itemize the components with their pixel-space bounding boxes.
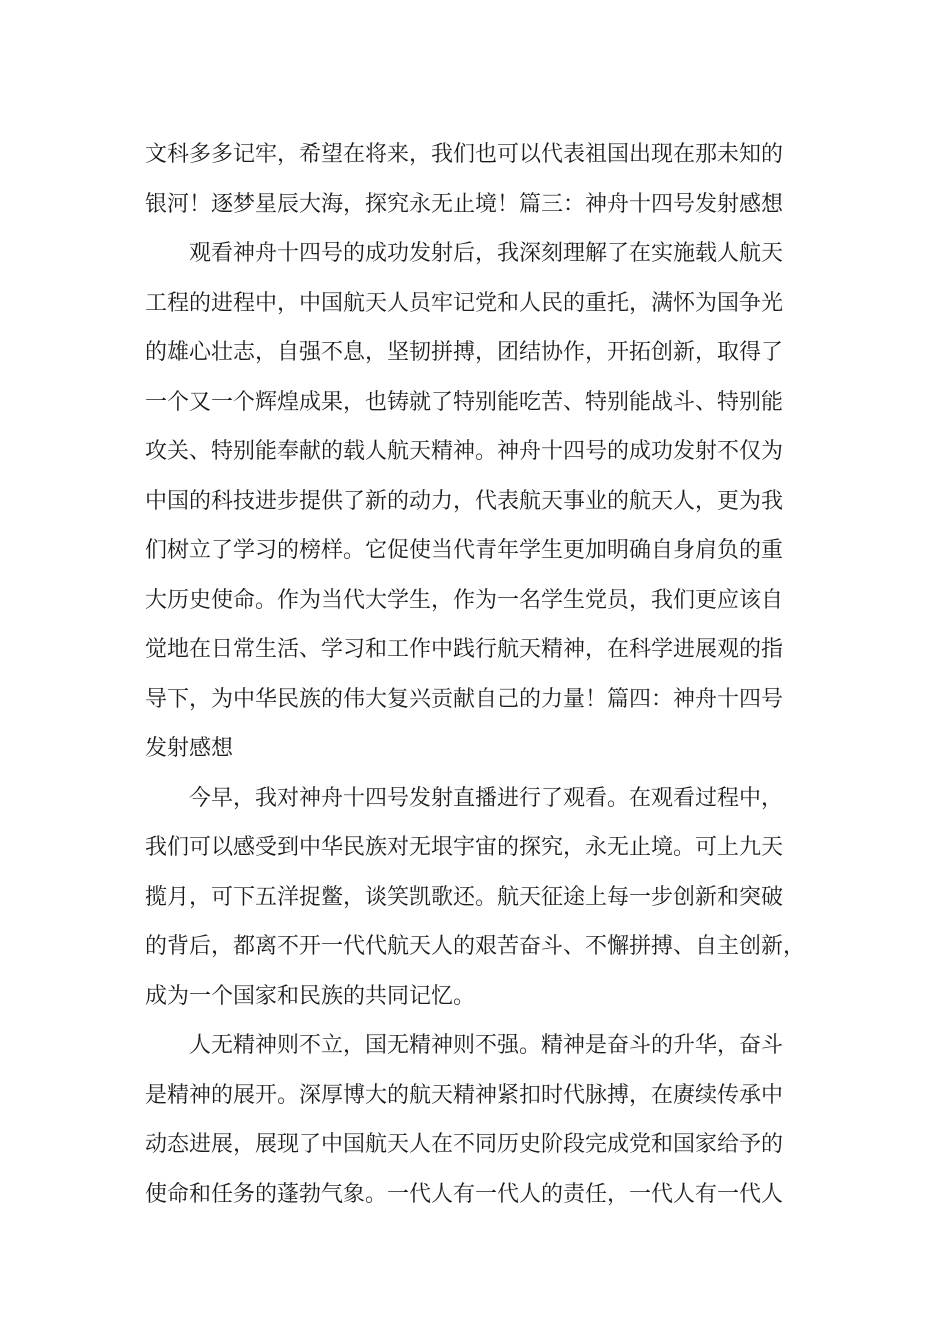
text-line: 工程的进程中，中国航天人员牢记党和人民的重托，满怀为国争光 <box>145 290 784 316</box>
text-line: 发射感想 <box>145 736 234 761</box>
text-line: 动态进展，展现了中国航天人在不同历史阶段完成党和国家给予的 <box>145 1132 784 1157</box>
text-line: 的雄心壮志，自强不息，坚韧拼搏，团结协作，开拓创新，取得了 <box>145 340 784 365</box>
text-line: 的背后，都离不开一代代航天人的艰苦奋斗、不懈拼搏、自主创新， <box>145 934 806 959</box>
text-line: 是精神的展开。深厚博大的航天精神紧扣时代脉搏，在赓续传承中 <box>145 1082 784 1108</box>
text-line: 我们可以感受到中华民族对无垠宇宙的探究，永无止境。可上九天 <box>145 835 784 860</box>
text-line: 使命和任务的蓬勃气象。一代人有一代人的责任，一代人有一代人 <box>145 1181 784 1207</box>
paragraph-start-line: 观看神舟十四号的成功发射后，我深刻理解了在实施载人航天 <box>189 241 784 266</box>
text-line: 导下，为中华民族的伟大复兴贡献自己的力量！篇四：神舟十四号 <box>145 686 784 712</box>
text-line: 中国的科技进步提供了新的动力，代表航天事业的航天人，更为我 <box>145 488 784 514</box>
text-line: 大历史使命。作为当代大学生，作为一名学生党员，我们更应该自 <box>145 587 784 613</box>
text-line: 银河！逐梦星辰大海，探究永无止境！篇三：神舟十四号发射感想 <box>145 191 784 217</box>
text-line: 觉地在日常生活、学习和工作中践行航天精神，在科学进展观的指 <box>145 637 784 662</box>
text-line: 攻关、特别能奉献的载人航天精神。神舟十四号的成功发射不仅为 <box>145 439 784 464</box>
text-line: 揽月，可下五洋捉鳖，谈笑凯歌还。航天征途上每一步创新和突破 <box>145 884 784 910</box>
text-line: 一个又一个辉煌成果，也铸就了特别能吃苦、特别能战斗、特别能 <box>145 389 784 415</box>
body-text <box>145 130 825 1219</box>
text-line: 们树立了学习的榜样。它促使当代青年学生更加明确自身肩负的重 <box>145 538 784 563</box>
text-line: 成为一个国家和民族的共同记忆。 <box>145 983 476 1009</box>
text-line: 文科多多记牢，希望在将来，我们也可以代表祖国出现在那未知的 <box>145 142 784 167</box>
paragraph-start-line: 人无精神则不立，国无精神则不强。精神是奋斗的升华，奋斗 <box>189 1033 784 1058</box>
paragraph-start-line: 今早，我对神舟十四号发射直播进行了观看。在观看过程中， <box>189 785 784 811</box>
